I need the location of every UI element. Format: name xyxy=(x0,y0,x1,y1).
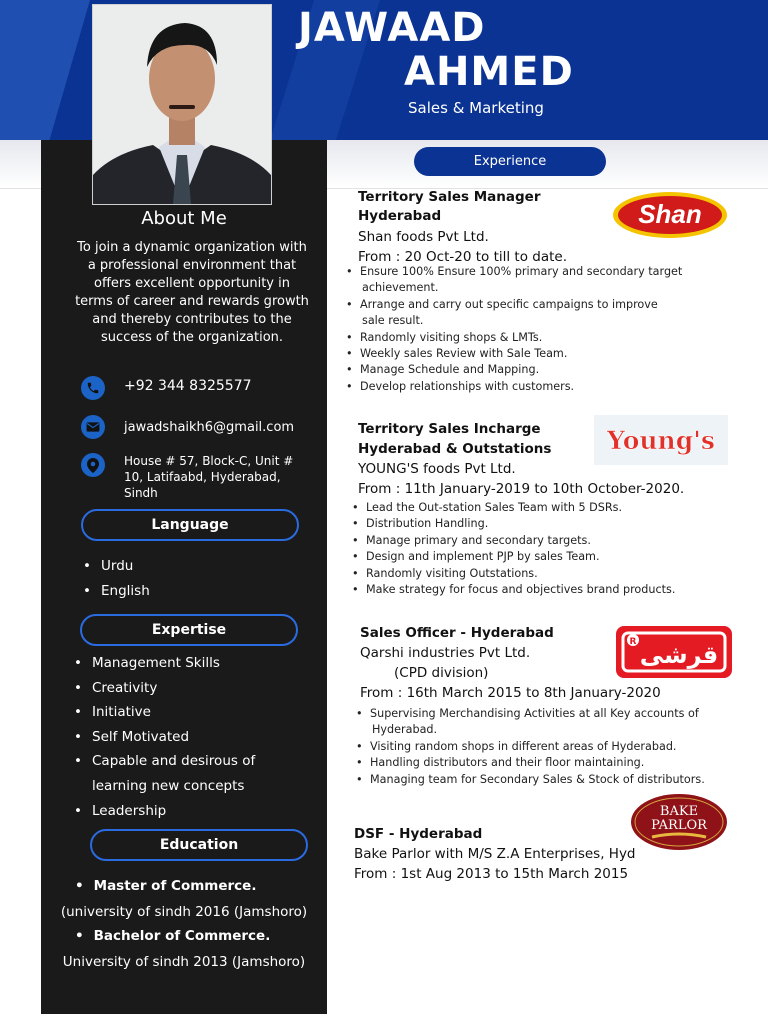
duty-item: • Visiting random shops in different areas of Hyderabad. xyxy=(356,739,705,755)
education-detail: University of sindh 2013 (Jamshoro) xyxy=(62,954,306,970)
job-title: DSF - Hyderabad xyxy=(354,826,483,842)
job-location: Hyderabad & Outstations xyxy=(358,441,552,457)
expertise-item: learning new concepts xyxy=(92,777,245,794)
duty-item: sale result. xyxy=(362,314,424,328)
duty-item: • Ensure 100% Ensure 100% primary and secondary target xyxy=(346,264,682,280)
experience-heading: Experience xyxy=(414,147,606,176)
about-text: To join a dynamic organization with a professional environment that offers excellent opportunity in terms of career and rewards growth and thereby contributes to the success of the organization. xyxy=(75,240,309,345)
expertise-item: • Leadership xyxy=(74,799,255,824)
expertise-list xyxy=(74,651,255,823)
job-title: Territory Sales Manager xyxy=(358,189,541,205)
job-period: From : 20 Oct-20 to till to date. xyxy=(358,249,567,265)
expertise-item: • Self Motivated xyxy=(74,725,255,750)
job-company: YOUNG'S foods Pvt Ltd. xyxy=(358,461,516,477)
shan-logo-text: Shan xyxy=(638,199,702,229)
education-detail: (university of sindh 2016 (Jamshoro) xyxy=(60,904,308,920)
duty-item: • Managing team for Secondary Sales & Stock of distributors. xyxy=(356,772,705,788)
expertise-item: • Capable and desirous of xyxy=(74,749,255,774)
duty-item: • Manage primary and secondary targets. xyxy=(352,533,675,549)
duty-item: • Arrange and carry out specific campaigns to improve xyxy=(346,297,682,313)
education-degree: • Bachelor of Commerce. xyxy=(75,928,270,944)
phone-icon xyxy=(81,376,105,400)
job-duties xyxy=(356,706,705,788)
first-name: JAWAAD xyxy=(298,5,486,51)
youngs-logo xyxy=(594,415,728,465)
duty-item: • Design and implement PJP by sales Team. xyxy=(352,549,675,565)
shan-logo xyxy=(612,191,728,239)
language-item: • Urdu xyxy=(83,554,150,579)
job-division: (CPD division) xyxy=(394,665,489,681)
duty-item: Hyderabad. xyxy=(372,723,438,737)
job-duties xyxy=(346,264,682,395)
last-name: AHMED xyxy=(404,49,574,95)
home-address: House # 57, Block-C, Unit # 10, Latifaabd, Hyderabad, Sindh xyxy=(124,454,294,500)
job-title: Territory Sales Incharge xyxy=(358,421,541,437)
youngs-logo-text: Young's xyxy=(607,426,715,455)
duty-item: • Lead the Out-station Sales Team with 5 DSRs. xyxy=(352,500,675,516)
duty-item: • Handling distributors and their floor maintaining. xyxy=(356,755,705,771)
duty-item: • Make strategy for focus and objectives brand products. xyxy=(352,582,675,598)
expertise-heading: Expertise xyxy=(80,614,298,646)
job-company: Qarshi industries Pvt Ltd. xyxy=(360,645,531,661)
job-subtitle: Sales & Marketing xyxy=(408,99,544,117)
job-title: Sales Officer - Hyderabad xyxy=(360,625,554,641)
duty-item: achievement. xyxy=(362,281,439,295)
duty-item: • Develop relationships with customers. xyxy=(346,379,682,395)
phone-number[interactable]: +92 344 8325577 xyxy=(124,378,252,394)
duty-item: • Randomly visiting Outstations. xyxy=(352,566,675,582)
email-address[interactable]: jawadshaikh6@gmail.com xyxy=(124,420,295,435)
bake-logo-line2: PARLOR xyxy=(651,818,707,833)
bake-logo-line1: BAKE xyxy=(659,804,699,819)
job-period: From : 11th January-2019 to 10th October-2020. xyxy=(358,481,685,497)
duty-item: • Weekly sales Review with Sale Team. xyxy=(346,346,682,362)
location-pin-icon xyxy=(81,453,105,477)
profile-photo xyxy=(92,4,272,205)
qarshi-logo xyxy=(615,625,733,679)
duty-item: • Distribution Handling. xyxy=(352,516,675,532)
envelope-icon xyxy=(81,415,105,439)
duty-item: • Supervising Merchandising Activities at all Key accounts of xyxy=(356,706,705,722)
about-title: About Me xyxy=(141,208,227,229)
job-company: Shan foods Pvt Ltd. xyxy=(358,229,489,245)
duty-item: • Randomly visiting shops & LMTs. xyxy=(346,330,682,346)
expertise-item: • Management Skills xyxy=(74,651,255,676)
education-degree: • Master of Commerce. xyxy=(75,878,256,894)
language-heading: Language xyxy=(81,509,299,541)
expertise-item: • Creativity xyxy=(74,676,255,701)
expertise-item: • Initiative xyxy=(74,700,255,725)
job-company: Bake Parlor with M/S Z.A Enterprises, Hyd xyxy=(354,846,636,862)
bake-parlor-logo xyxy=(630,793,728,851)
language-list xyxy=(83,554,150,604)
qarshi-logo-text: قرشی xyxy=(639,641,719,669)
job-duties xyxy=(352,500,675,598)
job-location: Hyderabad xyxy=(358,208,442,224)
svg-text:R: R xyxy=(629,637,637,647)
job-period: From : 16th March 2015 to 8th January-2020 xyxy=(360,685,661,701)
job-period: From : 1st Aug 2013 to 15th March 2015 xyxy=(354,866,629,882)
duty-item: • Manage Schedule and Mapping. xyxy=(346,362,682,378)
education-heading: Education xyxy=(90,829,308,861)
language-item: • English xyxy=(83,579,150,604)
